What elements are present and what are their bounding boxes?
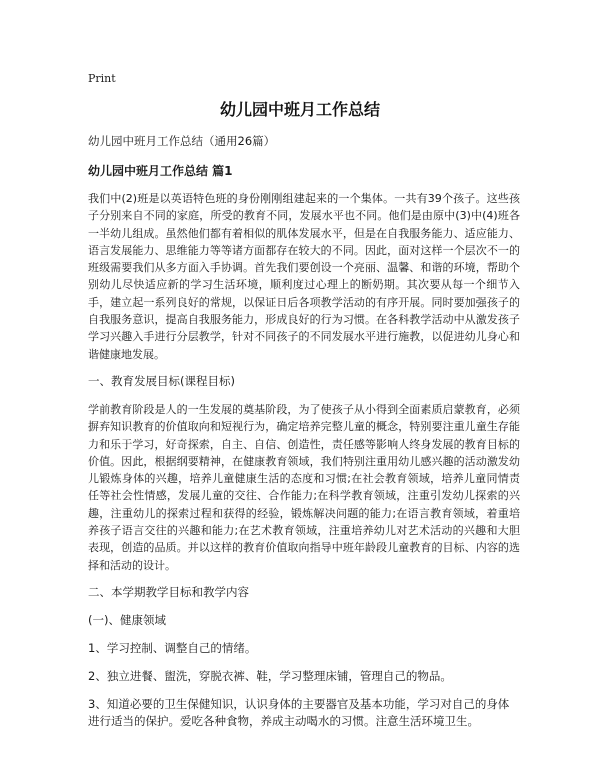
list-item: 3、知道必要的卫生保健知识，认识身体的主要器官及基本功能，学习对自己的身体进行适当的保护。爱吃各种食物，养成主动喝水的习惯。注意生活环境卫生。 — [88, 696, 510, 728]
section-heading: 幼儿园中班月工作总结 篇1 — [88, 164, 233, 178]
health-domain-heading: (一)、健康领域 — [88, 612, 166, 627]
print-link[interactable]: Print — [88, 72, 116, 85]
list-item: 1、学习控制、调整自己的情绪。 — [88, 640, 257, 655]
goals-heading: 一、教育发展目标(课程目标) — [88, 373, 235, 388]
goals-paragraph: 学前教育阶段是人的一生发展的奠基阶段，为了使孩子从小得到全面素质启蒙教育，必须摒弃知识教育的价值取向和短视行为，确定培养完整儿童的概念，特别要注重儿童生存能力和乐于学习，好奇探索，自主、自信、创造性，责任感等影响人终身发展的教育目标的价值。因此，根据纲要精神，在健康教育领域，我们特别注重用幼儿感兴趣的活动激发幼儿锻炼身体的兴趣，培养儿童健康生活的态度和习惯;在社会教育领域，培养儿童同情责任等社会性情感，发展儿童的交往、合作能力;在科学教育领域，注重引发幼儿探索的兴趣，注重幼儿的探索过程和获得的经验，锻炼解决问题的能力;在语言教育领域，着重培养孩子语言交往的兴趣和能力;在艺术教育领域，注重培养幼儿对艺术活动的兴趣和大胆表现，创造的品质。并以这样的教育价值取向指导中班年龄段儿童教育的目标、内容的选择和活动的设计。 — [88, 402, 521, 572]
list-item: 2、独立进餐、盥洗，穿脱衣裤、鞋，学习整理床铺，管理自己的物品。 — [88, 668, 452, 683]
document-body — [88, 132, 520, 741]
intro-paragraph: 我们中(2)班是以英语特色班的身份刚刚组建起来的一个集体。一共有39个孩子。这些孩子分别来自不同的家庭，所受的教育不同，发展水平也不同。他们是由原中(3)中(4)班各一半幼儿组成。虽然他们都有着相似的肌体发展水平，但是在自我服务能力、适应能力、语言发展能力、思维能力等等诸方面都存在较大的不同。因此，面对这样一个层次不一的班级需要我们从多方面入手协调。首先我们要创设一个亮丽、温馨、和谐的环境，帮助个别幼儿尽快适应新的学习生活环境，顺利度过心理上的断奶期。其次要从每一个细节入手，建立起一系列良好的常规，以保证日后各项教学活动的有序开展。同时要加强孩子的自我服务意识，提高自我服务能力，形成良好的行为习惯。在各科教学活动中从激发孩子学习兴趣入手进行分层教学，针对不同孩子的不同发展水平进行施教，以促进幼儿身心和谐健康地发展。 — [88, 192, 520, 361]
content-heading: 二、本学期教学目标和教学内容 — [88, 584, 249, 599]
document-subtitle: 幼儿园中班月工作总结（通用26篇） — [88, 134, 276, 148]
document-title: 幼儿园中班月工作总结 — [219, 100, 380, 119]
